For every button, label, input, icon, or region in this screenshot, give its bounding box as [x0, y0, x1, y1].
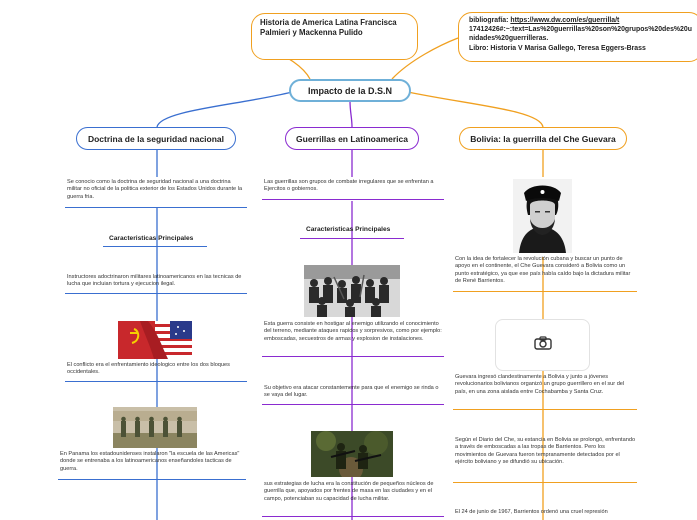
che-guevara-portrait: [513, 179, 572, 253]
branch-bolivia[interactable]: [459, 127, 627, 150]
branch-doctrina-label: Doctrina de la seguridad nacional: [87, 133, 225, 144]
branch-guerrillas[interactable]: [285, 127, 419, 150]
guerrilla-group-image: [304, 265, 400, 317]
middle-text-1[interactable]: Las guerrillas son grupos de combate irregulares que se enfrentan a Ejercitos o gobiernos.: [264, 179, 434, 193]
right-text-1[interactable]: Con la idea de fortalecer la revolución cubana y buscar un punto de apoyo en el continente, el Che Guevara consideró a Bolivia como un punto estratégico, ya que ese país había caído bajo la dictadura militar de René Barrientos.: [455, 256, 631, 285]
title-text: Historia de America Latina Francisca Palmieri y Mackenna Pulido: [260, 18, 397, 37]
central-topic-label: Impacto de la D.S.N: [307, 85, 393, 96]
branch-guerrillas-label: Guerrillas en Latinoamerica: [296, 133, 408, 144]
right-underline-2: [453, 409, 637, 410]
bibliography-link[interactable]: https://www.dw.com/es/guerrilla/t: [510, 17, 620, 24]
jungle-guerrilla-image: [311, 431, 393, 477]
middle-text-2[interactable]: Esta guerra consiste en hostigar al enemigo utilizando el conocimiento del terreno, mediante ataques rapidos y sorpresivos, como por ejemplo: emboscadas, secuestros de armas y explosion de instalaciones.: [264, 321, 442, 342]
left-underline-2: [65, 293, 247, 294]
middle-subtopic[interactable]: Caracteristicas Principales: [306, 226, 391, 233]
bibliography-url-rest: 17412426#:~:text=Las%20guerrillas%20son%20grupos%20des%20unidades%20guerrilleras.: [469, 26, 692, 43]
title-box[interactable]: [251, 13, 418, 60]
left-sub-underline: [103, 246, 207, 247]
soldiers-image: [113, 407, 197, 448]
right-underline-3: [453, 482, 637, 483]
middle-underline-1: [262, 199, 444, 200]
flags-image: [118, 321, 192, 359]
branch-doctrina[interactable]: [76, 127, 236, 150]
left-underline-1: [65, 207, 247, 208]
left-text-4[interactable]: En Panama los estadounidenses instalaron "la escuela de las Americas" donde se entrenaba a los latinoamericanos enseñandoles tacticas de guerra.: [60, 451, 240, 472]
middle-underline-3: [262, 404, 444, 405]
camera-icon: [534, 336, 552, 355]
bibliography-book: Libro: Historia V Marisa Gallego, Teresa Eggers-Brass: [469, 44, 646, 52]
right-text-2[interactable]: Guevara ingresó clandestinamente a Bolivia y junto a jóvenes revolucionarios bolivianos organizó un grupo guerrillero en el sur del país, en una zona aislada entre Cochabamba y Santa Cruz.: [455, 374, 625, 395]
central-topic[interactable]: [289, 79, 411, 102]
left-text-3[interactable]: El conflicto era el enfrentamiento ideologico entre los dos bloques occidentales.: [67, 362, 230, 376]
image-placeholder[interactable]: [495, 319, 590, 371]
right-text-4[interactable]: El 24 de junio de 1967, Barrientos ordenó una cruel represión: [455, 509, 608, 515]
middle-sub-underline: [300, 238, 404, 239]
middle-text-3[interactable]: Su objetivo era atacar constantemente para que el enemigo se rinda o se vaya del lugar.: [264, 385, 439, 399]
middle-underline-4: [262, 516, 444, 517]
middle-underline-2: [262, 356, 444, 357]
bibliography-box[interactable]: [458, 12, 697, 62]
left-underline-4: [58, 479, 246, 480]
left-subtopic[interactable]: Caracteristicas Principales: [109, 235, 194, 242]
right-text-3[interactable]: Según el Diario del Che, su estancia en Bolivia se prolongó, enfrentando a través de emboscadas a las tropas de Barrientos. Pero los movimientos de Guevara fueron tempranamente detectados por el ejército boliviano y se difundió su ubicación.: [455, 437, 636, 466]
left-text-2[interactable]: Instructores adoctrinaron militares latinoamericanos en las tecnicas de lucha que incluian tortura y ejecucion ilegal.: [67, 274, 242, 288]
left-underline-3: [65, 381, 247, 382]
middle-text-4[interactable]: sus estrategias de lucha era la constitución de pequeños núcleos de guerrilla que, apoyados por frentes de masa en las ciudades y en el campo, potenciaban su capacidad de lucha militar.: [264, 481, 434, 502]
bibliography-label: bibliografía:: [469, 17, 509, 24]
left-text-1[interactable]: Se conocio como la doctrina de seguridad nacional a una doctrina militar no oficial de la politica exterior de los Estados Unidos durante la guerra fria.: [67, 179, 243, 200]
branch-bolivia-label: Bolivia: la guerrilla del Che Guevara: [470, 133, 616, 144]
right-underline-1: [453, 291, 637, 292]
